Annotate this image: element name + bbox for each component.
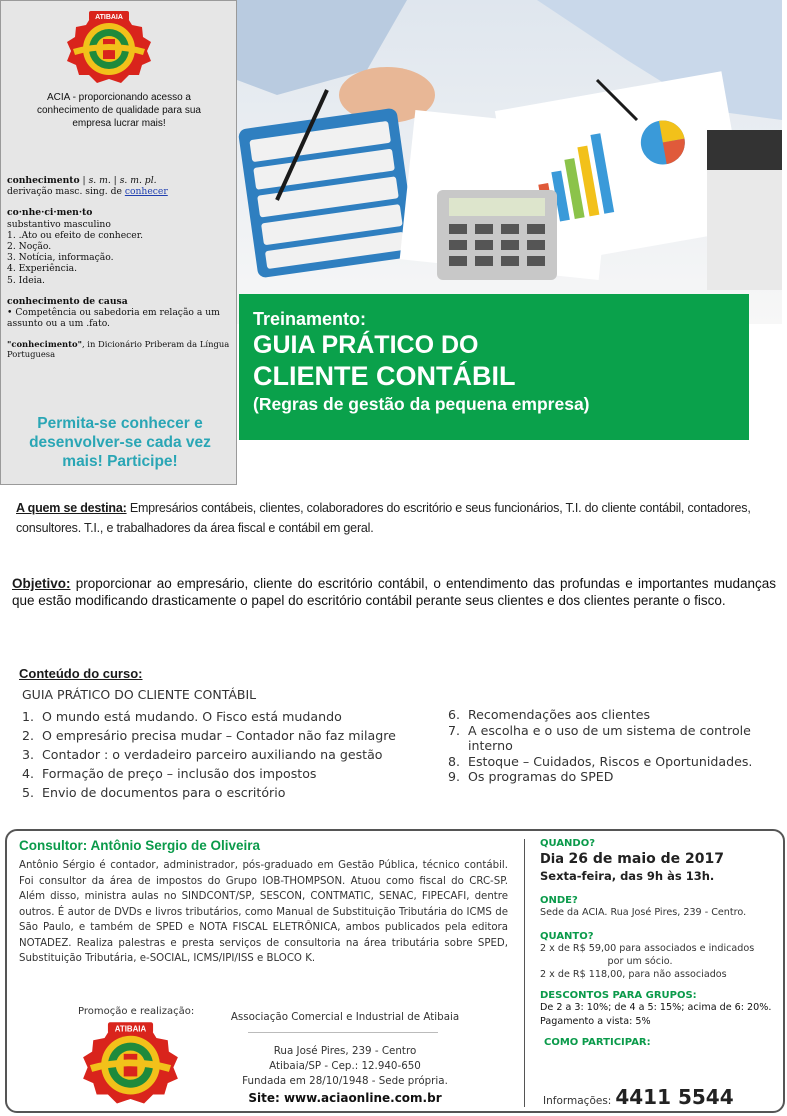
acia-logo: [59, 9, 159, 87]
organizer-address: [225, 1044, 465, 1089]
list-item: 9. Os programas do SPED: [448, 769, 614, 784]
dict-source-term: "conhecimento": [7, 339, 82, 350]
promo-label: Promoção e realização:: [78, 1006, 195, 1017]
course-list-left: [22, 707, 442, 802]
dict-meaning: 2. Noção.: [7, 241, 52, 253]
list-item: 3. Contador : o verdadeiro parceiro auxiliando na gestão: [22, 747, 383, 762]
audience-label: A quem se destina:: [16, 501, 127, 515]
dict-word-2: co·nhe·ci·men·to: [7, 207, 93, 219]
svg-text:ATIBAIA: ATIBAIA: [114, 1024, 147, 1034]
list-item: 5. Envio de documentos para o escritório: [22, 785, 286, 800]
price-line: por um sócio.: [607, 956, 673, 967]
acia-logo: [73, 1020, 188, 1108]
banner-title-1: GUIA PRÁTICO DO: [253, 331, 479, 359]
list-item: 8. Estoque – Cuidados, Riscos e Oportunidades.: [448, 753, 753, 769]
dict-class: substantivo masculino: [7, 218, 111, 230]
objective-paragraph: [12, 575, 776, 609]
title-banner: [239, 294, 749, 440]
when-label: QUANDO?: [540, 838, 596, 849]
divider: [248, 1032, 438, 1033]
objective-label: Objetivo:: [12, 576, 71, 591]
price-line: 2 x de R$ 59,00 para associados e indicados: [540, 943, 755, 954]
banner-label: Treinamento:: [253, 309, 367, 329]
tagline: ACIA - proporcionando acesso a conhecimento de qualidade para sua empresa lucrar mais!: [36, 92, 201, 129]
dict-derivation: derivação masc. sing. de: [7, 186, 125, 198]
column-divider: [524, 839, 525, 1107]
list-item: 1. O mundo está mudando. O Fisco está mudando: [22, 709, 342, 724]
dictionary-entry: [7, 175, 235, 359]
where-label: ONDE?: [540, 895, 578, 906]
website-link[interactable]: Site: www.aciaonline.com.br: [248, 1091, 442, 1105]
dict-word-1: conhecimento: [7, 175, 80, 186]
discount-label: DESCONTOS PARA GRUPOS:: [540, 990, 697, 1001]
dict-meaning: 1. .Ato ou efeito de conhecer.: [7, 229, 144, 241]
dict-meaning: 4. Experiência.: [7, 263, 78, 275]
organizer-name: Associação Comercial e Industrial de Atibaia: [230, 1011, 460, 1023]
course-section-title: Conteúdo do curso:: [19, 666, 143, 681]
banner-title-2: CLIENTE CONTÁBIL: [253, 361, 516, 391]
motto: Permita-se conhecer e desenvolver-se cada vez mais! Participe!: [29, 415, 211, 470]
event-info: [540, 838, 780, 1048]
list-item: 6. Recomendações aos clientes: [448, 707, 651, 722]
dict-grammar-1: | s. m. | s. m. pl.: [79, 175, 157, 186]
dict-meaning: 3. Notícia, informação.: [7, 252, 114, 264]
how-label: COMO PARTICIPAR:: [544, 1037, 651, 1048]
discount-line: Pagamento a vista: 5%: [540, 1016, 651, 1027]
list-item: 4. Formação de preço – inclusão dos impostos: [22, 766, 317, 781]
svg-text:ATIBAIA: ATIBAIA: [95, 14, 123, 21]
contact-phone: [543, 1085, 734, 1109]
info-sidebar: [0, 0, 237, 485]
course-heading: GUIA PRÁTICO DO CLIENTE CONTÁBIL: [22, 687, 257, 702]
discount-line: De 2 a 3: 10%; de 4 a 5: 15%; acima de 6: 20%.: [540, 1002, 772, 1013]
banner-subtitle: (Regras de gestão da pequena empresa): [253, 394, 590, 414]
list-item: 2. O empresário precisa mudar – Contador não faz milagre: [22, 728, 396, 743]
address-line: Rua José Pires, 239 - Centro: [273, 1045, 417, 1057]
price-label: QUANTO?: [540, 931, 594, 942]
dict-source: , in Dicionário Priberam da Língua Portuguesa: [7, 339, 230, 360]
event-date: Dia 26 de maio de 2017: [540, 851, 724, 867]
founded-line: Fundada em 28/10/1948 - Sede própria.: [242, 1075, 448, 1087]
objective-text: proporcionar ao empresário, cliente do escritório contábil, o entendimento das profundas e importantes mudanças que estão modificando drasticamente o papel do escritório contábil perante seus clientes e dos clientes perante o fisco.: [12, 576, 776, 608]
course-list-right: [448, 707, 783, 785]
audience-paragraph: [16, 498, 778, 538]
price-line: 2 x de R$ 118,00, para não associados: [540, 969, 727, 980]
hero-image: [237, 0, 782, 324]
consultant-title: Consultor: Antônio Sergio de Oliveira: [19, 838, 261, 853]
info-label: Informações:: [543, 1095, 612, 1107]
dict-meaning-3: • Competência ou sabedoria em relação a um assunto ou a um .fato.: [7, 307, 220, 330]
dict-meaning: 5. Ideia.: [7, 274, 45, 286]
dict-word-3: conhecimento de causa: [7, 295, 128, 307]
event-time: Sexta-feira, das 9h às 13h.: [540, 869, 715, 883]
audience-text: Empresários contábeis, clientes, colaboradores do escritório e seus funcionários, T.I. do cliente contábil, contadores, consultores. T.I., e trabalhadores da área fiscal e contábil em geral.: [16, 501, 751, 535]
phone-number[interactable]: 4411 5544: [615, 1085, 734, 1109]
event-location: Sede da ACIA. Rua José Pires, 239 - Centro.: [540, 907, 747, 918]
list-item: 7. A escolha e o uso de um sistema de controle interno: [448, 722, 751, 753]
consultant-bio: Antônio Sérgio é contador, administrador, pós-graduado em Gestão Pública, técnico contábil. Foi consultor da área de impostos do Grupo IOB-THOMPSON. Atuou como fiscal do CRC-SP. Além disso, ministra aulas no SINDCONT/SP, SESCON, CONTMATIC, SENAC, FIPECAFI, dentre outros. É autor de DVDs e livros tributários, como Manual de Substituição Tributária do ICMS de São Paulo, e também de SPED e NOTA FISCAL ELETRÔNICA, ambos publicados pela editora NOTADEZ. Realiza palestras e presta serviços de consultoria na área tributária sobre SPED, Substituição Tributária, e-SOCIAL, ICMS/IPI/ISS e BLOCO K.: [19, 860, 508, 964]
dict-link-conhecer[interactable]: conhecer: [124, 186, 168, 198]
address-line: Atibaia/SP - Cep.: 12.940-650: [269, 1060, 421, 1072]
